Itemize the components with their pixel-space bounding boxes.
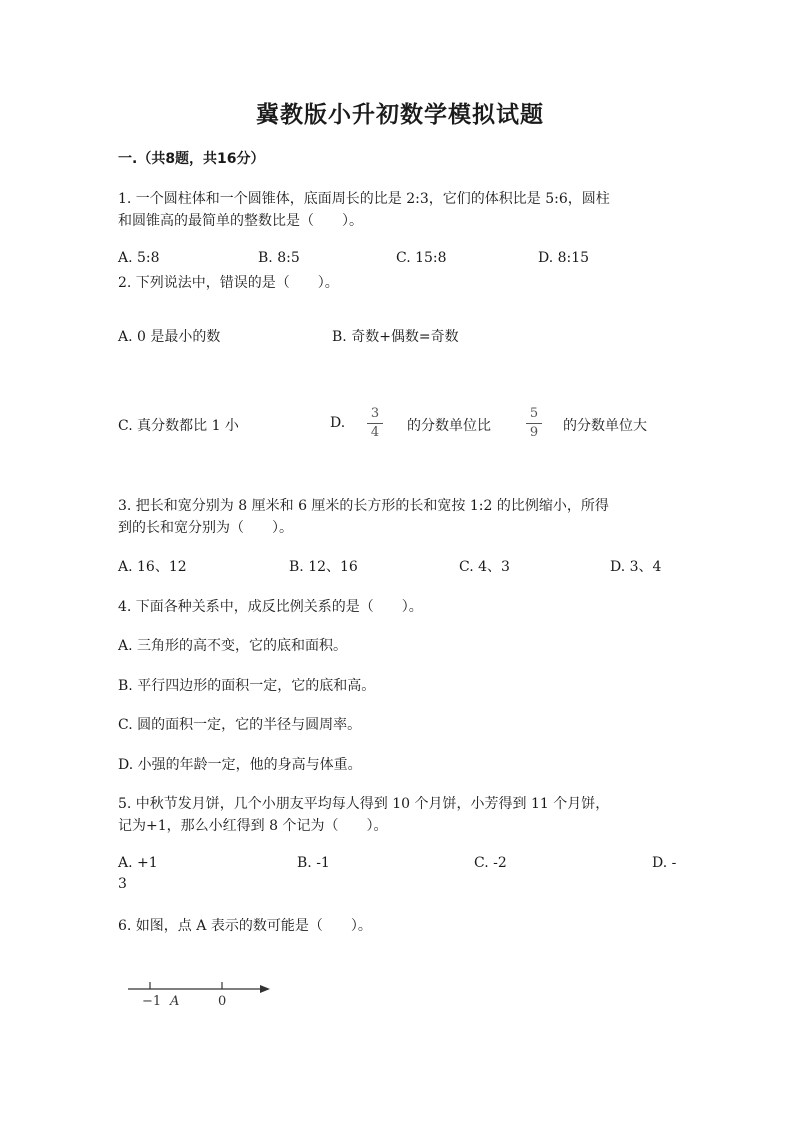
- q5-stem-line2: 记为+1，那么小红得到 8 个记为（ ）。: [118, 818, 388, 834]
- q2-option-d-middle: 的分数单位比: [407, 418, 491, 434]
- q2-option-a: A. 0 是最小的数: [118, 329, 221, 345]
- fraction-denominator: 4: [370, 425, 380, 440]
- q4-option-c: C. 圆的面积一定，它的半径与圆周率。: [118, 717, 362, 733]
- section-heading: 一.（共8题，共16分）: [118, 151, 265, 167]
- fraction-numerator: 5: [529, 406, 539, 421]
- q6-stem: 6. 如图，点 A 表示的数可能是（ ）。: [118, 918, 372, 934]
- q1-option-a: A. 5:8: [118, 250, 160, 266]
- q1-option-c: C. 15:8: [396, 250, 447, 266]
- q3-option-b: B. 12、16: [289, 559, 358, 575]
- q4-option-b: B. 平行四边形的面积一定，它的底和高。: [118, 678, 376, 694]
- q2-fraction-three-quarters: [365, 406, 385, 441]
- arrow-head-icon: [260, 985, 270, 993]
- q5-option-c: C. -2: [474, 855, 507, 871]
- fraction-bar: [367, 423, 383, 424]
- q3-stem-line1: 3. 把长和宽分别为 8 厘米和 6 厘米的长方形的长和宽按 1:2 的比例缩小，所得: [118, 498, 609, 514]
- q1-stem-line1: 1. 一个圆柱体和一个圆锥体，底面周长的比是 2:3，它们的体积比是 5:6，圆柱: [118, 191, 610, 207]
- page-title: 冀教版小升初数学模拟试题: [256, 102, 544, 128]
- q4-option-d: D. 小强的年龄一定，他的身高与体重。: [118, 757, 362, 773]
- q2-stem: 2. 下列说法中，错误的是（ ）。: [118, 275, 339, 291]
- label-neg1: −1: [142, 994, 162, 1009]
- q2-option-b: B. 奇数+偶数=奇数: [332, 329, 459, 345]
- q3-option-c: C. 4、3: [459, 559, 510, 575]
- label-point-a: A: [170, 994, 180, 1009]
- q2-option-d-label: D.: [330, 415, 346, 431]
- fraction-numerator: 3: [370, 406, 380, 421]
- q3-option-d: D. 3、4: [610, 559, 662, 575]
- q5-option-d: D. -: [652, 855, 677, 871]
- q4-stem: 4. 下面各种关系中，成反比例关系的是（ ）。: [118, 599, 423, 615]
- q5-stem-line1: 5. 中秋节发月饼，几个小朋友平均每人得到 10 个月饼，小芳得到 11 个月饼，: [118, 796, 610, 812]
- q1-stem-line2: 和圆锥高的最简单的整数比是（ ）。: [118, 213, 363, 229]
- q3-stem-line2: 到的长和宽分别为（ ）。: [118, 520, 293, 536]
- q5-option-b: B. -1: [297, 855, 330, 871]
- q2-option-d-end: 的分数单位大: [563, 418, 647, 434]
- q1-option-b: B. 8:5: [258, 250, 300, 266]
- label-zero: 0: [218, 994, 227, 1009]
- q4-option-a: A. 三角形的高不变，它的底和面积。: [118, 638, 348, 654]
- q3-option-a: A. 16、12: [118, 559, 187, 575]
- q1-option-d: D. 8:15: [538, 250, 590, 266]
- number-line-figure: [120, 970, 280, 1015]
- q2-option-c: C. 真分数都比 1 小: [118, 418, 239, 434]
- q5-option-d-wrap: 3: [118, 876, 127, 892]
- q5-option-a: A. +1: [118, 855, 158, 871]
- fraction-bar: [526, 423, 542, 424]
- q2-fraction-five-ninths: [524, 406, 544, 441]
- fraction-denominator: 9: [529, 425, 539, 440]
